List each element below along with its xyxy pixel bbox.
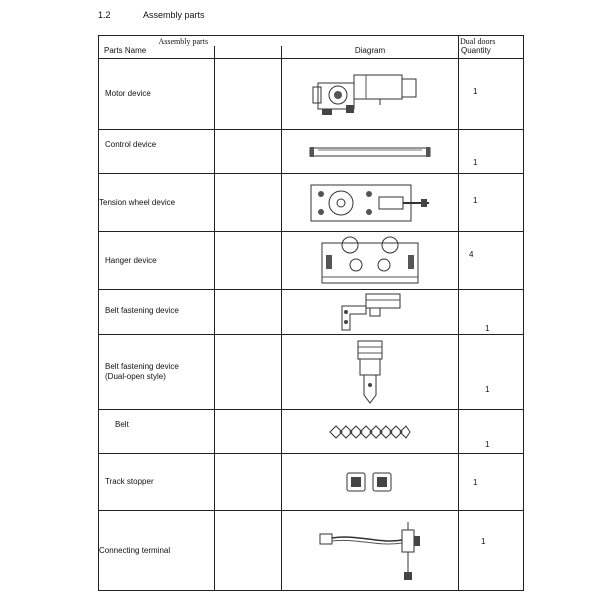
quantity-cell	[459, 232, 524, 290]
assembly-parts-table	[98, 35, 524, 591]
connecting-terminal-diagram	[282, 511, 459, 591]
table-row	[99, 335, 524, 410]
table-row	[99, 454, 524, 511]
quantity-value: 1	[485, 324, 490, 333]
part-name: Hanger device	[99, 232, 215, 290]
quantity-cell	[459, 410, 524, 454]
col-header-quantity: Quantity	[459, 46, 524, 59]
quantity-cell	[459, 59, 524, 130]
quantity-value: 1	[473, 158, 478, 167]
part-name: Belt	[99, 410, 215, 454]
col-header-diagram: Diagram	[282, 46, 459, 59]
table-row	[99, 232, 524, 290]
part-name: Motor device	[99, 59, 215, 130]
belt-fastening-diagram	[282, 290, 459, 335]
motor-device-diagram	[282, 59, 459, 130]
tension-wheel-diagram	[282, 174, 459, 232]
quantity-value: 1	[473, 87, 478, 96]
quantity-value: 1	[481, 537, 486, 546]
quantity-value: 1	[485, 385, 490, 394]
belt-fastening-dual-diagram	[282, 335, 459, 410]
part-name	[99, 335, 215, 410]
quantity-cell	[459, 290, 524, 335]
col-header-blank	[215, 46, 282, 59]
track-stopper-diagram	[282, 454, 459, 511]
blank-cell	[215, 454, 282, 511]
blank-cell	[215, 290, 282, 335]
section-title: Assembly parts	[143, 10, 205, 20]
quantity-cell	[459, 174, 524, 232]
table-row	[99, 174, 524, 232]
blank-cell	[215, 232, 282, 290]
col-header-parts-name: Parts Name	[99, 46, 215, 59]
table-row	[99, 130, 524, 174]
quantity-cell	[459, 454, 524, 511]
control-device-diagram	[282, 130, 459, 174]
section-number: 1.2	[98, 10, 111, 20]
quantity-cell	[459, 335, 524, 410]
blank-cell	[215, 59, 282, 130]
group-header-label: Assembly parts	[215, 36, 459, 47]
table-row	[99, 290, 524, 335]
quantity-value: 1	[485, 440, 490, 449]
table-row	[99, 511, 524, 591]
blank-cell	[215, 410, 282, 454]
part-name-line1: Belt fastening device	[105, 362, 179, 371]
belt-diagram	[282, 410, 459, 454]
part-name: Tension wheel device	[99, 174, 215, 232]
part-name: Belt fastening device	[99, 290, 215, 335]
part-name: Control device	[99, 130, 215, 174]
part-name: Track stopper	[99, 454, 215, 511]
blank-cell	[215, 130, 282, 174]
quantity-cell	[459, 130, 524, 174]
quantity-value: 4	[469, 250, 474, 259]
quantity-value: 1	[473, 478, 478, 487]
table-column-header-row	[99, 46, 524, 59]
table-row	[99, 410, 524, 454]
table-group-header-row	[99, 36, 524, 47]
blank-cell	[215, 511, 282, 591]
table-row	[99, 59, 524, 130]
blank-cell	[215, 335, 282, 410]
hanger-device-diagram	[282, 232, 459, 290]
part-name-line2: (Dual-open style)	[105, 372, 166, 381]
blank-cell	[215, 174, 282, 232]
quantity-cell	[459, 511, 524, 591]
quantity-value: 1	[473, 196, 478, 205]
dual-doors-header: Dual doors	[459, 36, 524, 47]
part-name: Connecting terminal	[99, 511, 215, 591]
